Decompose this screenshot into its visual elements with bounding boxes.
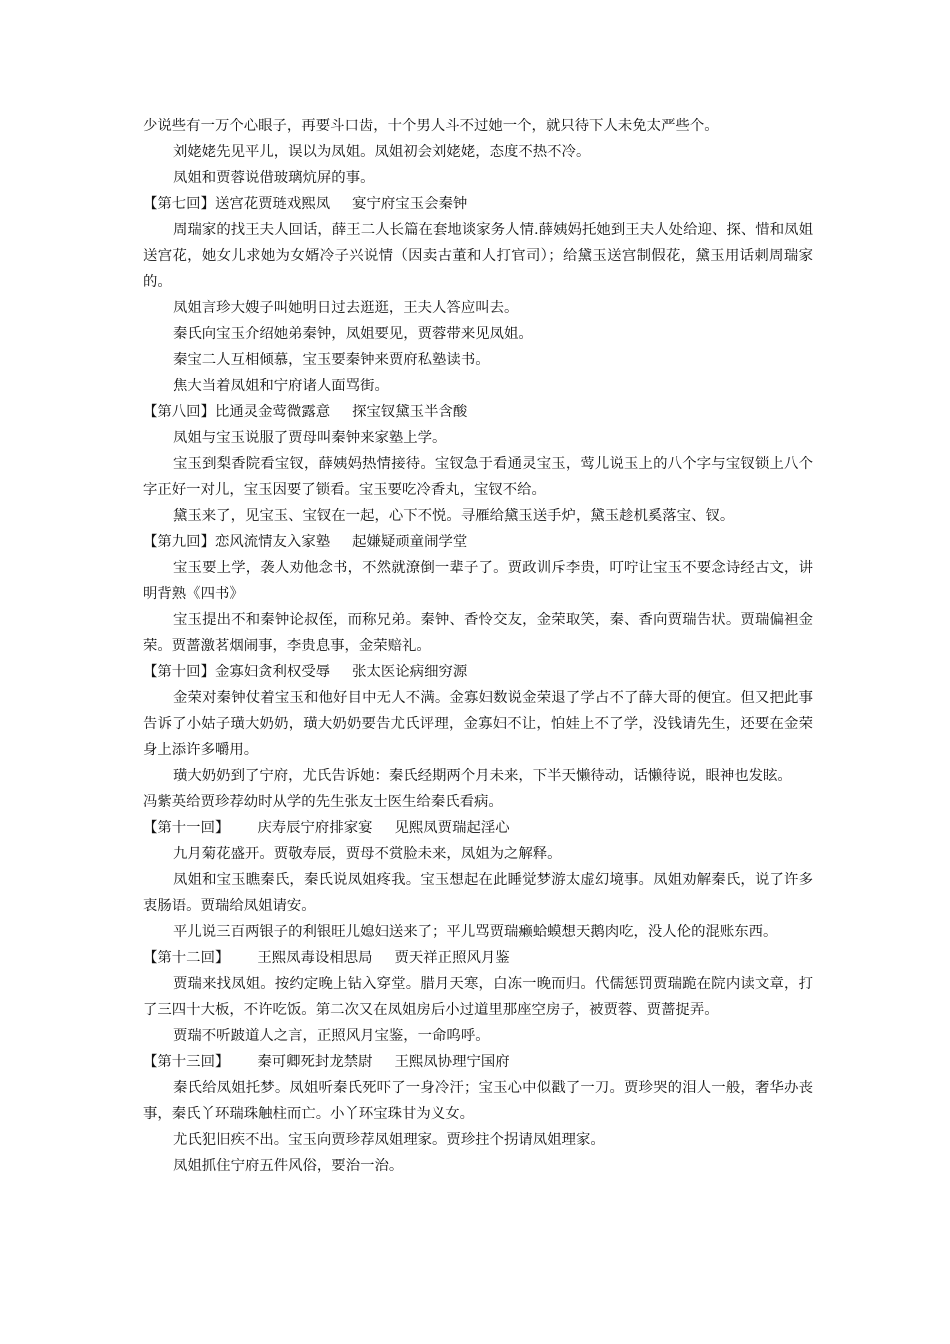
paragraph: 宝玉到梨香院看宝钗，薛姨妈热情接待。宝钗急于看通灵宝玉，莺儿说玉上的八个字与宝钗锁上八个字正好一对儿，宝玉因要了锁看。宝玉要吃冷香丸，宝钗不给。 bbox=[143, 456, 813, 498]
chapter-title-first: 金寡妇贪利权受辱 bbox=[214, 664, 331, 680]
chapter-title-second: 起嫌疑顽童闹学堂 bbox=[352, 534, 468, 550]
chapter-heading-8 bbox=[143, 399, 813, 425]
chapter-title-first: 比通灵金莺微露意 bbox=[214, 404, 331, 420]
chapter-number: 【第八回】 bbox=[143, 404, 215, 420]
paragraph: 冯紫英给贾珍荐幼时从学的先生张友士医生给秦氏看病。 bbox=[143, 794, 503, 810]
paragraph: 秦宝二人互相倾慕，宝玉要秦钟来贾府私塾读书。 bbox=[173, 352, 490, 368]
paragraph: 秦氏向宝玉介绍她弟秦钟，凤姐要见，贾蓉带来见凤姐。 bbox=[173, 326, 533, 342]
paragraph: 贾瑞不听跛道人之言，正照风月宝鉴，一命呜呼。 bbox=[173, 1028, 490, 1044]
paragraph: 刘姥姥先见平儿，误以为凤姐。凤姐初会刘姥姥，态度不热不冷。 bbox=[173, 144, 591, 160]
paragraph: 璜大奶奶到了宁府，尤氏告诉她：秦氏经期两个月未来，下半天懒待动，话懒待说，眼神也发眩。 bbox=[173, 768, 792, 784]
paragraph: 黛玉来了，见宝玉、宝钗在一起，心下不悦。寻雁给黛玉送手炉，黛玉趁机奚落宝、钗。 bbox=[173, 508, 735, 524]
paragraph: 贾瑞来找凤姐。按约定晚上钻入穿堂。腊月天寒，白冻一晚而归。代儒惩罚贾瑞跪在院内读文章，打了三四十大板，不许吃饭。第二次又在凤姐房后小过道里那座空房子，被贾蓉、贾蔷捉弄。 bbox=[143, 976, 813, 1018]
chapter-heading-11 bbox=[143, 815, 813, 841]
chapter-title-second: 宴宁府宝玉会秦钟 bbox=[352, 196, 468, 212]
chapter-title-second: 张太医论病细穷源 bbox=[352, 664, 468, 680]
paragraph: 九月菊花盛开。贾敬寿辰，贾母不赏脸未来，凤姐为之解释。 bbox=[173, 846, 562, 862]
paragraph: 秦氏给凤姐托梦。凤姐听秦氏死吓了一身冷汗；宝玉心中似戳了一刀。贾珍哭的泪人一般，奢华办丧事，秦氏丫环瑞珠触柱而亡。小丫环宝珠甘为义女。 bbox=[143, 1080, 813, 1122]
chapter-number: 【第十二回】 bbox=[143, 950, 230, 966]
paragraph: 平儿说三百两银子的利银旺儿媳妇送来了；平儿骂贾瑞癞蛤蟆想天鹅肉吃，没人伦的混账东西。 bbox=[173, 924, 778, 940]
chapter-title-first: 恋风流情友入家塾 bbox=[214, 534, 331, 550]
chapter-title-second: 见熙凤贾瑞起淫心 bbox=[394, 820, 510, 836]
chapter-heading-7 bbox=[143, 191, 813, 217]
chapter-title-second: 探宝钗黛玉半含酸 bbox=[352, 404, 468, 420]
chapter-title-first: 秦可卿死封龙禁尉 bbox=[257, 1054, 373, 1070]
paragraph: 周瑞家的找王夫人回话，薛王二人长篇在套地谈家务人情.薛姨妈托她到王夫人处给迎、探、惜和凤姐送宫花，她女儿求她为女婿冷子兴说情（因卖古董和人打官司）；给黛玉送宫制假花，黛玉用话刺周瑞家的。 bbox=[143, 222, 813, 290]
document-page bbox=[143, 113, 813, 1179]
chapter-title-first: 送宫花贾琏戏熙凤 bbox=[214, 196, 331, 212]
paragraph: 凤姐抓住宁府五件风俗，要治一治。 bbox=[173, 1158, 404, 1174]
chapter-title-first: 王熙凤毒设相思局 bbox=[257, 950, 373, 966]
paragraph: 少说些有一万个心眼子，再要斗口齿，十个男人斗不过她一个，就只待下人未免太严些个。 bbox=[143, 118, 719, 134]
chapter-heading-10 bbox=[143, 659, 813, 685]
chapter-number: 【第十回】 bbox=[143, 664, 215, 680]
chapter-number: 【第十一回】 bbox=[143, 820, 230, 836]
paragraph: 金荣对秦钟仗着宝玉和他好目中无人不满。金寡妇数说金荣退了学占不了薛大哥的便宜。但又把此事告诉了小姑子璜大奶奶，璜大奶奶要告尤氏评理，金寡妇不让，怕娃上不了学，没钱请先生，还要在金荣身上添许多嚼用。 bbox=[143, 690, 813, 758]
paragraph: 凤姐与宝玉说服了贾母叫秦钟来家塾上学。 bbox=[173, 430, 447, 446]
chapter-number: 【第七回】 bbox=[143, 196, 215, 212]
chapter-heading-9 bbox=[143, 529, 813, 555]
paragraph: 尤氏犯旧疾不出。宝玉向贾珍荐凤姐理家。贾珍拄个拐请凤姐理家。 bbox=[173, 1132, 605, 1148]
paragraph: 凤姐和宝玉瞧秦氏，秦氏说凤姐疼我。宝玉想起在此睡觉梦游太虚幻境事。凤姐劝解秦氏，说了许多衷肠语。贾瑞给凤姐请安。 bbox=[143, 872, 813, 914]
paragraph: 凤姐和贾蓉说借玻璃炕屏的事。 bbox=[173, 170, 375, 186]
chapter-title-first: 庆寿辰宁府排家宴 bbox=[257, 820, 373, 836]
paragraph: 焦大当着凤姐和宁府诸人面骂街。 bbox=[173, 378, 389, 394]
chapter-heading-12 bbox=[143, 945, 813, 971]
chapter-title-second: 贾天祥正照风月鉴 bbox=[394, 950, 510, 966]
chapter-title-second: 王熙凤协理宁国府 bbox=[394, 1054, 510, 1070]
chapter-number: 【第九回】 bbox=[143, 534, 215, 550]
paragraph: 凤姐言珍大嫂子叫她明日过去逛逛，王夫人答应叫去。 bbox=[173, 300, 519, 316]
paragraph: 宝玉要上学，袭人劝他念书，不然就潦倒一辈子了。贾政训斥李贵，叮咛让宝玉不要念诗经古文，讲明背熟《四书》 bbox=[143, 560, 813, 602]
paragraph: 宝玉提出不和秦钟论叔侄，而称兄弟。秦钟、香怜交友，金荣取笑，秦、香向贾瑞告状。贾瑞偏袒金荣。贾蔷激茗烟闹事，李贵息事，金荣赔礼。 bbox=[143, 612, 813, 654]
chapter-heading-13 bbox=[143, 1049, 813, 1075]
chapter-number: 【第十三回】 bbox=[143, 1054, 230, 1070]
